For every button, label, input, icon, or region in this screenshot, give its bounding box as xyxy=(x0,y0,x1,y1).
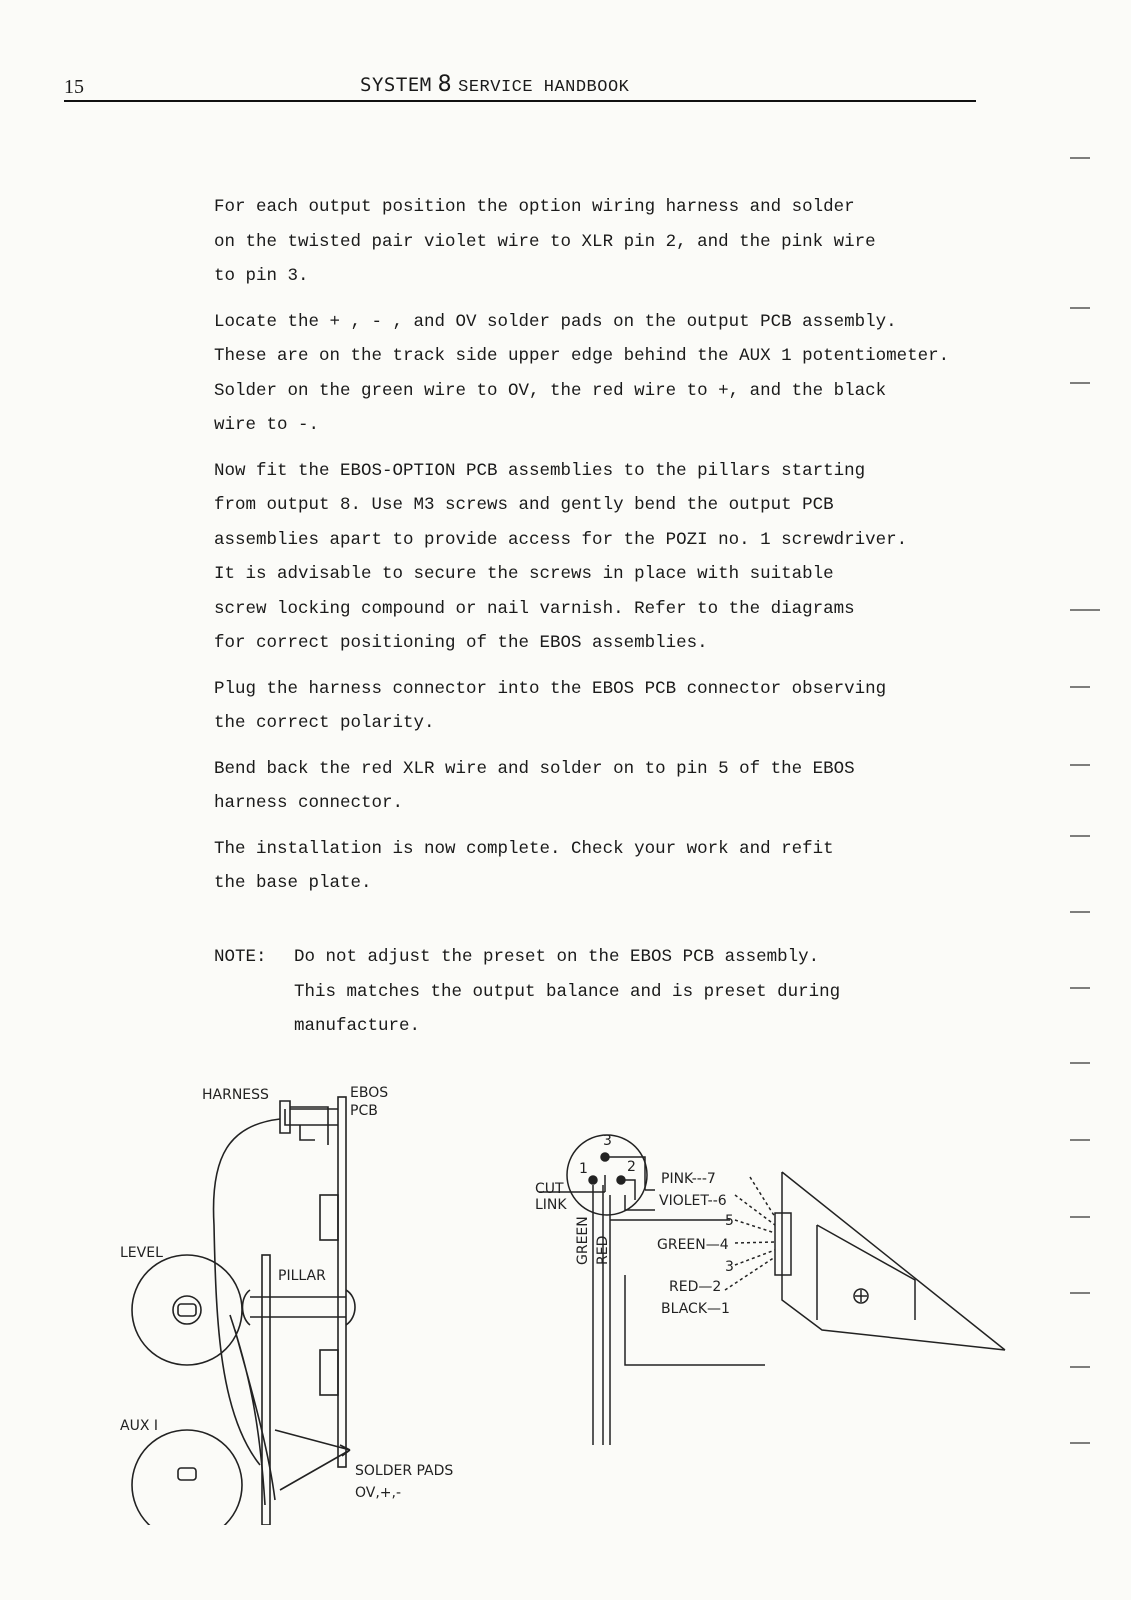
harness-connector xyxy=(280,1101,338,1133)
header-title-rest: SERVICE HANDBOOK xyxy=(458,78,630,97)
label-pink-7: PINK---7 xyxy=(661,1171,716,1187)
note-label: NOTE: xyxy=(214,947,267,967)
label-red: RED xyxy=(595,1235,611,1265)
label-violet-6: VIOLET--6 xyxy=(659,1193,727,1209)
label-level: LEVEL xyxy=(120,1245,163,1261)
ebos-pcb-board xyxy=(338,1097,346,1467)
paragraph-complete: The installation is now complete. Check your work and refit the base plate. xyxy=(214,838,834,893)
connector-body xyxy=(290,1107,328,1145)
label-ebos-pcb: PCB xyxy=(350,1103,378,1119)
label-ebos: EBOS xyxy=(350,1085,389,1101)
label-aux: AUX I xyxy=(120,1418,158,1434)
aux-pot xyxy=(132,1430,242,1525)
label-red-2: RED—2 xyxy=(669,1279,722,1295)
board-component-2 xyxy=(320,1350,338,1395)
xlr-pin-1 xyxy=(589,1176,597,1184)
level-pot xyxy=(132,1255,242,1365)
label-pin-3-ebos: 3 xyxy=(725,1259,734,1275)
diagram-side-view xyxy=(110,1085,490,1525)
green-red-wires xyxy=(593,1185,610,1445)
label-pillar: PILLAR xyxy=(278,1268,326,1284)
paragraph-harness: For each output position the option wiring harness and solder on the twisted pair violet wire to XLR pin 2, and the pink wire to pin 3. xyxy=(214,197,876,286)
label-green: GREEN xyxy=(575,1216,591,1265)
label-solder-pads: SOLDER PADS xyxy=(355,1463,454,1479)
preset-cross xyxy=(855,1290,867,1302)
aux-pot-knob xyxy=(178,1468,196,1480)
label-cut: CUT xyxy=(535,1181,564,1197)
label-green-4: GREEN—4 xyxy=(657,1237,729,1253)
paragraph-bend-red-wire: Bend back the red XLR wire and solder on to pin 5 of the EBOS harness connector. xyxy=(214,758,855,813)
paragraph-plug-connector: Plug the harness connector into the EBOS PCB connector observing the correct polarity. xyxy=(214,678,887,733)
label-pin2: 2 xyxy=(627,1159,636,1175)
label-pin-5: 5 xyxy=(725,1213,734,1229)
header-rule xyxy=(64,100,976,102)
paragraph-solder-pads: Locate the + , - , and OV solder pads on the output PCB assembly. These are on the track side upper edge behind the AUX 1 potentiometer. Solder on the green wire to OV, the red wire to +, and the black wire to -. xyxy=(214,311,950,435)
ebos-harness-connector xyxy=(775,1213,791,1275)
header-title-number: 8 xyxy=(437,72,453,97)
solder-wires xyxy=(230,1315,275,1505)
board-component-1 xyxy=(320,1195,338,1240)
label-solder-pads-values: OV,+,- xyxy=(355,1485,402,1501)
label-black-1: BLACK—1 xyxy=(661,1301,730,1317)
page-number: 15 xyxy=(64,76,84,98)
label-pin3: 3 xyxy=(603,1133,612,1149)
margin-marks xyxy=(1070,0,1110,1600)
ebos-pcb-outline xyxy=(782,1172,1005,1350)
label-harness: HARNESS xyxy=(202,1087,269,1103)
header-title xyxy=(360,72,629,97)
diagram-xlr-wiring xyxy=(535,1125,1035,1465)
note-text: Do not adjust the preset on the EBOS PCB assembly. This matches the output balance and is preset during manufacture. xyxy=(294,947,841,1036)
body-text xyxy=(214,190,1034,912)
header-title-system: SYSTEM xyxy=(360,74,432,96)
label-pin1: 1 xyxy=(579,1161,588,1177)
label-link: LINK xyxy=(535,1197,567,1213)
paragraph-fit-assemblies: Now fit the EBOS-OPTION PCB assemblies to the pillars starting from output 8. Use M3 screws and gently bend the output PCB assemblies apart to provide access for the POZI no. 1 screwdriver. It is advisable to secure the screws in place with suitable screw locking compound or nail varnish. Refer to the diagrams for correct positioning of the EBOS assemblies. xyxy=(214,460,908,653)
violet-pink-wires xyxy=(625,1190,655,1210)
